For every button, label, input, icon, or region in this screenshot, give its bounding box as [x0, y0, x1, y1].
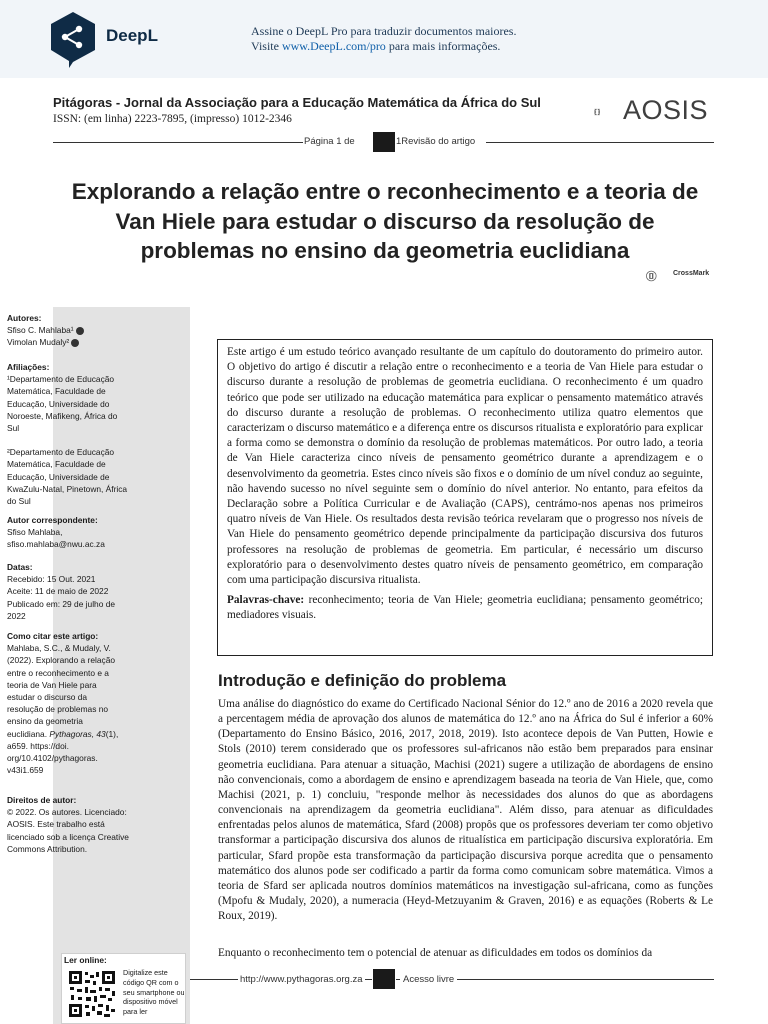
promo-line-1: Assine o DeepL Pro para traduzir documentos maiores.	[251, 24, 517, 38]
dates-block	[7, 561, 133, 622]
authors-block	[7, 312, 137, 349]
published-date: Publicado em: 29 de julho de 2022	[7, 598, 116, 621]
dates-heading: Datas:	[7, 562, 33, 572]
authors-heading: Autores:	[7, 313, 42, 323]
header-rule-right	[486, 142, 714, 143]
deepl-pro-link[interactable]: www.DeepL.com/pro	[281, 39, 386, 53]
crossmark-icon[interactable]	[646, 262, 672, 290]
corresponding-heading: Autor correspondente:	[7, 515, 98, 525]
corresponding-email[interactable]: sfiso.mahlaba@nwu.ac.za	[7, 539, 105, 550]
citation-doi[interactable]: (1), a659. https://doi. org/10.4102/pythagoras. v43i1.659	[7, 728, 119, 776]
abstract-text: Este artigo é um estudo teórico avançado resultante de um capítulo do doutoramento do primeiro autor. O objetivo do artigo é discutir a relação entre o reconhecimento e a teoria de Van Hiele para estudar o discurso durante a resolução de problemas de geometria euclidiana. O reconhecimento é um quadro teórico que pode ser utilizado na educação matemática para explicar o pensamento matemático através do discurso durante a resolução de problemas. O reconhecimento utiliza quatro elementos que caracterizam o discurso matemático e a diferença entre os discursos ritualista e exploratório para explicar a forma como se demonstra o domínio da resolução de problemas matemáticos. Por outro lado, a teoria de Van Hiele caracteriza cinco níveis de pensamento geométrico durante a aprendizagem e o desenvolvimento da geometria. Estes cinco níveis são fixos e o domínio de um nível conduz ao seguinte, não havendo sucesso no nível seguinte sem o domínio do nível anterior. No entanto, para efeitos da Declaração sobre a Política Curricular e de Avaliação (CAPS), centrámo-nos apenas nos primeiros quatro níveis de Van Hiele. Os resultados desta revisão teórica revelaram que o progresso nos níveis de Van Hiele do pensamento geométrico depende principalmente da participação discursiva dos futuros professores na resolução de problemas de geometria. Em particular, é necessário um discurso exploratório para o desenvolvimento destes quatro níveis de pensamento geométrico, em comparação com uma participação discursiva ritualista.	[227, 346, 703, 587]
promo-line-2: Visite www.DeepL.com/pro para mais informações.	[251, 39, 501, 53]
affiliation-1: ¹Departamento de Educação Matemática, Faculdade de Educação, Universidade do Noroeste, Mafikeng, África do Sul	[7, 374, 118, 434]
intro-continuation: Enquanto o reconhecimento tem o potencial de atenuar as dificuldades em todos os domínios da	[218, 947, 653, 959]
citation-text: Mahlaba, S.C., & Mudaly, V. (2022). Explorando a relação entre o reconhecimento e a teoria de Van Hiele para estudar o discurso da resolução de problemas no ensino da geometria euclidiana.	[7, 643, 116, 739]
footer-redaction	[373, 969, 395, 989]
page-number-redaction	[373, 132, 395, 152]
deepl-logo-icon[interactable]	[48, 10, 98, 68]
journal-url-link[interactable]: http://www.pythagoras.org.za	[240, 974, 363, 985]
aosis-logo-icon	[594, 96, 622, 128]
issn-line: ISSN: (em linha) 2223-7895, (impresso) 1012-2346	[53, 113, 292, 125]
publisher-name: AOSIS	[623, 95, 709, 125]
article-title: Explorando a relação entre o reconhecimento e a teoria de Van Hiele para estudar o discurso da resolução de problemas no ensino da geometria euclidiana	[71, 179, 699, 263]
affiliations-block	[7, 361, 131, 507]
corresponding-name: Sfiso Mahlaba,	[7, 527, 63, 538]
citation-journal: Pythagoras, 43	[49, 728, 106, 739]
keywords-label: Palavras-chave:	[227, 594, 305, 607]
read-online-heading: Ler online:	[64, 955, 107, 965]
deepl-brand-name: DeepL	[106, 26, 158, 45]
accepted-date: Aceite: 11 de maio de 2022	[7, 586, 109, 597]
open-access-label: Acesso livre	[400, 974, 457, 985]
qr-code-icon[interactable]	[68, 970, 116, 1018]
section-heading: Introdução e definição do problema	[218, 671, 507, 690]
deepl-promo-text	[251, 24, 516, 54]
header-rule-left	[53, 142, 303, 143]
received-date: Recebido: 15 Out. 2021	[7, 574, 96, 585]
copyright-heading: Direitos de autor:	[7, 795, 77, 805]
copyright-block	[7, 794, 129, 855]
keywords-list: reconhecimento; teoria de Van Hiele; geometria euclidiana; pensamento geométrico; mediadores visuais.	[227, 594, 703, 622]
article-type-label: 1Revisão do artigo	[396, 136, 476, 147]
read-online-instructions: Digitalize este código QR com o seu smartphone ou dispositivo móvel para ler	[123, 968, 185, 1017]
page-label: Página 1 de	[304, 136, 355, 147]
intro-paragraph: Uma análise do diagnóstico do exame do Certificado Nacional Sénior do 12.º ano de 2016 a 2020 revela que a percentagem média de aprovação dos alunos de matemática do 12.º ano na África do Sul é inferior a 60% (Departamento do Ensino Básico, 2016, 2017, 2018, 2019). Isto acontece depois de Van Putten, Howie e Stols (2010) terem considerado que os professores sul-africanos não estão bem preparados para ensinar geometria euclidiana. Para atenuar a situação, Machisi (2021) sugere a utilização de abordagens de ensino não convencionais, como a abordagem de ensino e aprendizagem baseada na teoria de Van Hiele, que, como Machisi (2021, p. 1) concluiu, "responde melhor às necessidades dos alunos do que as abordagens convencionais na aprendizagem da geometria euclidiana". Além disso, para atenuar as dificuldades enfrentadas pelos alunos de matemática, Sfard (2008) propôs que os professores deveriam ter como objetivo transformar a participação discursiva dos alunos de ritualística em participação discursiva exploratória. Em particular, Sfard propõe esta transformação da participação discursiva porque acredita que o pensamento matemático dos alunos pode ser codificado a partir da forma como comunicam sobre matemática. Vimos a teoria de Sfard ser aplicada noutros domínios matemáticos na investigação sul-africana, como as funções (Mpofu & Mudaly, 2020), a numeracia (Heyd-Metzuyanim & Graven, 2016) e as equações (Roberts & Le Roux, 2019).	[218, 698, 713, 923]
author-1: Sfiso C. Mahlaba¹	[7, 324, 137, 336]
affiliation-2: ²Departamento de Educação Matemática, Faculdade de Educação, Universidade de KwaZulu-Natal, Pinetown, África do Sul	[7, 447, 128, 507]
author-2: Vimolan Mudaly²	[7, 336, 137, 348]
keywords-line	[227, 593, 703, 623]
crossmark-label: CrossMark	[673, 270, 710, 277]
affiliations-heading: Afiliações:	[7, 362, 50, 372]
corresponding-author-block	[7, 514, 137, 551]
citation-block	[7, 630, 125, 776]
orcid-icon[interactable]	[71, 339, 79, 347]
abstract-box	[217, 339, 713, 656]
copyright-text: © 2022. Os autores. Licenciado: AOSIS. Este trabalho está licenciado sob a licença Creative Commons Attribution.	[7, 807, 129, 854]
citation-heading: Como citar este artigo:	[7, 631, 99, 641]
deepl-banner	[0, 0, 768, 78]
orcid-icon[interactable]	[76, 327, 84, 335]
journal-name: Pitágoras - Jornal da Associação para a Educação Matemática da África do Sul	[53, 95, 541, 110]
